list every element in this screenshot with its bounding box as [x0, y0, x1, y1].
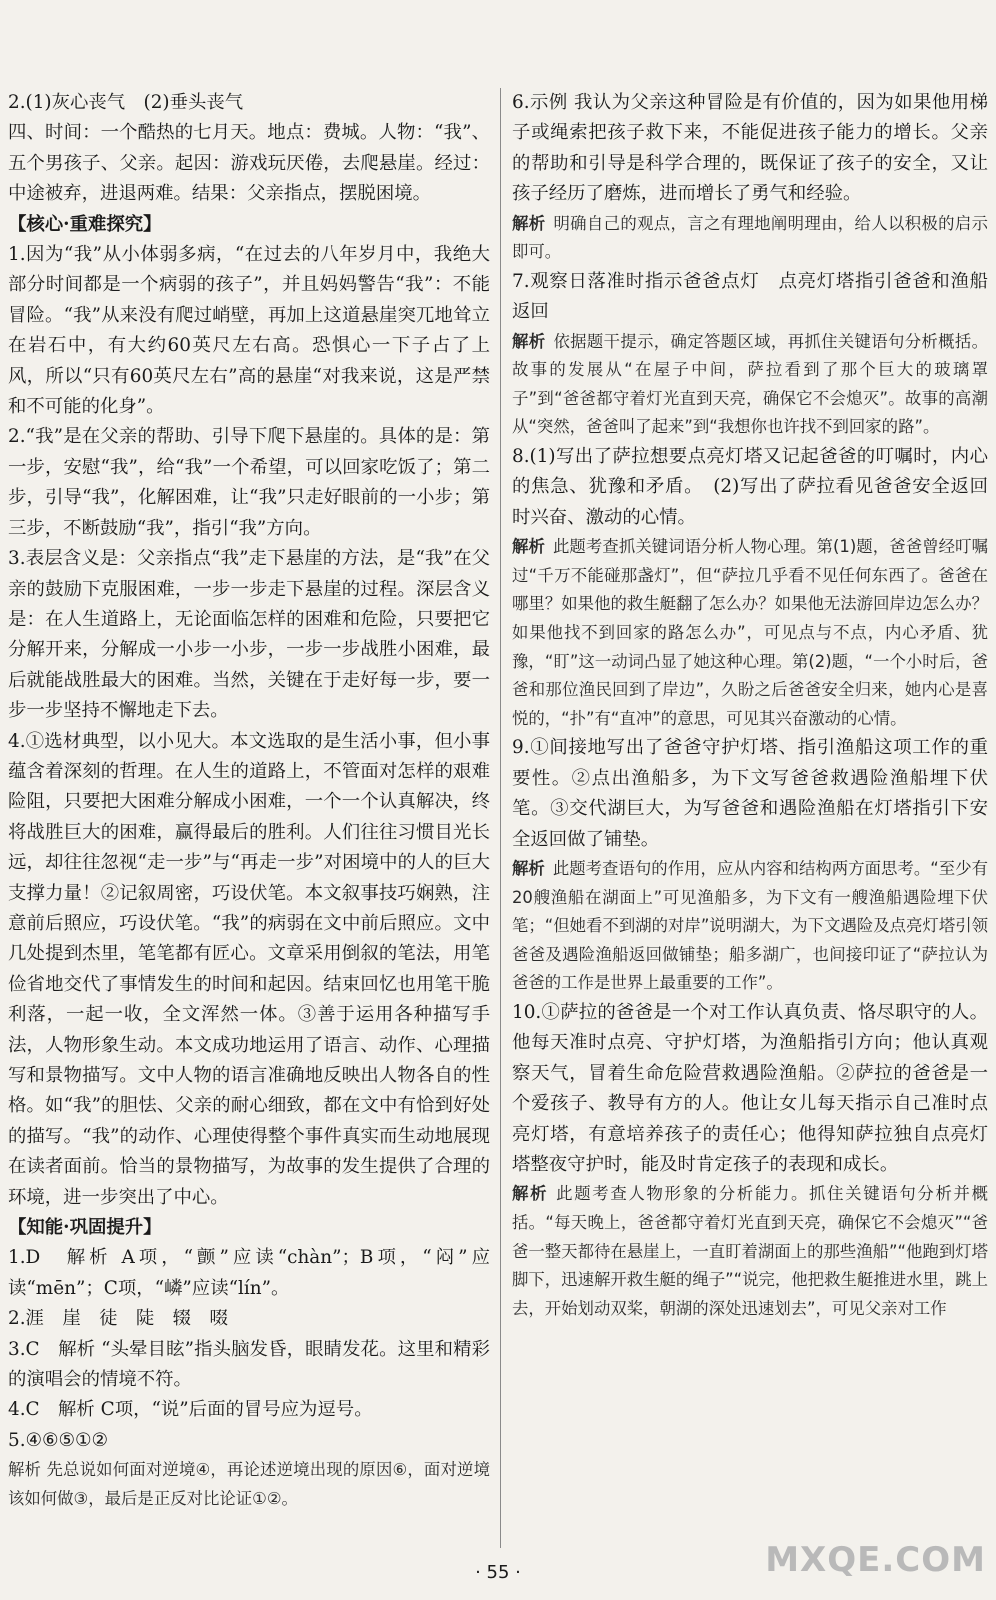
answer-section-4: 四、时间：一个酷热的七月天。地点：费城。人物：“我”、五个男孩子、父亲。起因：游戏玩厌倦，去爬悬崖。经过：中途被弃，进退两难。结果：父亲指点，摆脱困境。	[8, 122, 490, 205]
answer-10: 10.①萨拉的爸爸是一个对工作认真负责、恪尽职守的人。他每天准时点亮、守护灯塔，为渔船指引方向；他认真观察天气，冒着生命危险营救遇险渔船。②萨拉的爸爸是一个爱孩子、教导有方的人。他让女儿每天指示自己准时点亮灯塔，有意培养孩子的责任心；他得知萨拉独自点亮灯塔整夜守护时，能及时肯定孩子的表现和成长。	[512, 1001, 988, 1175]
analysis-text: 依据题干提示，确定答题区域，再抓住关键语句分析概括。故事的发展从“在屋子中间，萨拉看到了那个巨大的玻璃罩子”到“爸爸都守着灯光直到天亮，确保它不会熄灭”。故事的高潮从“突然，爸爸叫了起来”到“我想你也许找不到回家的路”。	[512, 331, 988, 437]
section-heading-core: 【核心·重难探究】	[8, 213, 162, 235]
analysis-text: 此题考查人物形象的分析能力。抓住关键语句分析并概括。“每天晚上，爸爸都守着灯光直到天亮，确保它不会熄灭”“爸爸一整天都待在悬崖上，一直盯着湖面上的那些渔船”“他跑到灯塔脚下，迅速解开救生艇的绳子”“说完，他把救生艇推进水里，跳上去，开始划动双桨，朝湖的深处迅速划去”，可见父亲对工作	[512, 1184, 989, 1318]
skill-answer-5-analysis: 解析 先总说如何面对逆境④，再论述逆境出现的原因⑥，面对逆境该如何做③，最后是正反对比论证①②。	[8, 1460, 490, 1508]
analysis-label: 解析	[512, 331, 546, 351]
right-column	[512, 88, 988, 1323]
skill-answer-5: 5.④⑥⑤①②	[8, 1429, 108, 1451]
core-answer-4: 4.①选材典型，以小见大。本文选取的是生活小事，但小事蕴含着深刻的哲理。在人生的道路上，不管面对怎样的艰难险阻，只要把大困难分解成小困难，一个一个认真解决，终将战胜巨大的困难，赢得最后的胜利。人们往往习惯目光长远，却往往忽视“走一步”与“再走一步”对困境中的人的巨大支撑力量！②记叙周密，巧设伏笔。本文叙事技巧娴熟，注意前后照应，巧设伏笔。“我”的病弱在文中前后照应。文中几处提到杰里，笔笔都有匠心。文章采用倒叙的笔法，用笔俭省地交代了事情发生的时间和起因。结束回忆也用笔干脆利落，一起一收，全文浑然一体。③善于运用各种描写手法，人物形象生动。本文成功地运用了语言、动作、心理描写和景物描写。文中人物的语言准确地反映出人物各自的性格。如“我”的胆怯、父亲的耐心细致，都在文中有恰到好处的描写。“我”的动作、心理使得整个事件真实而生动地展现在读者面前。恰当的景物描写，为故事的发生提供了合理的环境，进一步突出了中心。	[8, 730, 490, 1208]
section-heading-consolidation: 【知能·巩固提升】	[8, 1217, 162, 1239]
left-column	[8, 88, 490, 1513]
answer-6: 6.示例 我认为父亲这种冒险是有价值的，因为如果他用梯子或绳索把孩子救下来，不能促进孩子能力的增长。父亲的帮助和引导是科学合理的，既保证了孩子的安全，又让孩子经历了磨炼，进而增长了勇气和经验。	[512, 92, 988, 205]
site-watermark: MXQE.COM	[765, 1540, 986, 1580]
answer-8: 8.(1)写出了萨拉想要点亮灯塔又记起爸爸的叮嘱时，内心的焦急、犹豫和矛盾。 (2)写出了萨拉看见爸爸安全返回时兴奋、激动的心情。	[512, 446, 988, 528]
answer-9: 9.①间接地写出了爸爸守护灯塔、指引渔船这项工作的重要性。②点出渔船多，为下文写爸爸救遇险渔船埋下伏笔。③交代湖巨大，为写爸爸和遇险渔船在灯塔指引下安全返回做了铺垫。	[512, 737, 988, 850]
answer-8-analysis	[512, 533, 988, 733]
answer-6-analysis	[512, 210, 988, 267]
core-answer-2: 2.“我”是在父亲的帮助、引导下爬下悬崖的。具体的是：第一步，安慰“我”，给“我”一个希望，可以回家吃饭了；第二步，引导“我”，化解困难，让“我”只走好眼前的一小步；第三步，不断鼓励“我”，指引“我”方向。	[8, 426, 490, 539]
page-number: · 55 ·	[475, 1562, 521, 1583]
analysis-text: 明确自己的观点，言之有理地阐明理由，给人以积极的启示即可。	[512, 213, 988, 262]
analysis-label: 解析	[512, 1184, 549, 1204]
core-answer-3: 3.表层含义是：父亲指点“我”走下悬崖的方法，是“我”在父亲的鼓励下克服困难，一步一步走下悬崖的过程。深层含义是：在人生道路上，无论面临怎样的困难和危险，只要把它分解开来，分解成一小步一小步，一步一步战胜小困难，最后就能战胜最大的困难。当然，关键在于走好每一步，要一步一步坚持不懈地走下去。	[8, 548, 490, 722]
answer-7: 7.观察日落准时指示爸爸点灯 点亮灯塔指引爸爸和渔船返回	[512, 270, 988, 323]
analysis-label: 解析	[512, 213, 546, 233]
answer-7-analysis	[512, 328, 988, 442]
skill-answer-3: 3.C 解析 “头晕目眩”指头脑发昏，眼睛发花。这里和精彩的演唱会的情境不符。	[8, 1338, 490, 1391]
answer-2: 2.(1)灰心丧气 (2)垂头丧气	[8, 92, 244, 113]
skill-answer-1: 1.D 解析 A项，“颤”应读“chàn”；B项，“闷”应读“mēn”；C项，“嶙”应读“lín”。	[8, 1247, 490, 1299]
skill-answer-2: 2.涯 崖 徒 陡 辍 啜	[8, 1308, 228, 1330]
analysis-text: 此题考查语句的作用，应从内容和结构两方面思考。“至少有20艘渔船在湖面上”可见渔船多，为下文有一艘渔船遇险埋下伏笔；“但她看不到湖的对岸”说明湖大，为下文遇险及点亮灯塔引领爸爸及遇险渔船返回做铺垫；船多湖广，也间接印证了“萨拉认为爸爸的工作是世界上最重要的工作”。	[512, 859, 988, 993]
analysis-label: 解析	[512, 859, 545, 878]
column-divider	[500, 88, 501, 1548]
analysis-text: 此题考查抓关键词语分析人物心理。第(1)题，爸爸曾经叮嘱过“千万不能碰那盏灯”，但“萨拉几乎看不见任何东西了。爸爸在哪里？如果他的救生艇翻了怎么办？如果他无法游回岸边怎么办？如果他找不到回家的路怎么办”，可见点与不点，内心矛盾、犹豫，“盯”这一动词凸显了她这种心理。第(2)题，“一个小时后，爸爸和那位渔民回到了岸边”，久盼之后爸爸安全归来，她内心是喜悦的，“扑”有“直冲”的意思，可见其兴奋激动的心情。	[512, 537, 989, 728]
analysis-label: 解析	[512, 537, 545, 557]
core-answer-1: 1.因为“我”从小体弱多病，“在过去的八年岁月中，我绝大部分时间都是一个病弱的孩子”，并且妈妈警告“我”：不能冒险。“我”从来没有爬过峭壁，再加上这道悬崖突兀地耸立在岩石中，有大约60英尺左右高。恐惧心一下子占了上风，所以“只有60英尺左右”高的悬崖“对我来说，这是严禁和不可能的化身”。	[8, 244, 490, 418]
skill-answer-4: 4.C 解析 C项，“说”后面的冒号应为逗号。	[8, 1399, 373, 1421]
answer-10-analysis	[512, 1180, 988, 1323]
answer-9-analysis	[512, 855, 988, 998]
